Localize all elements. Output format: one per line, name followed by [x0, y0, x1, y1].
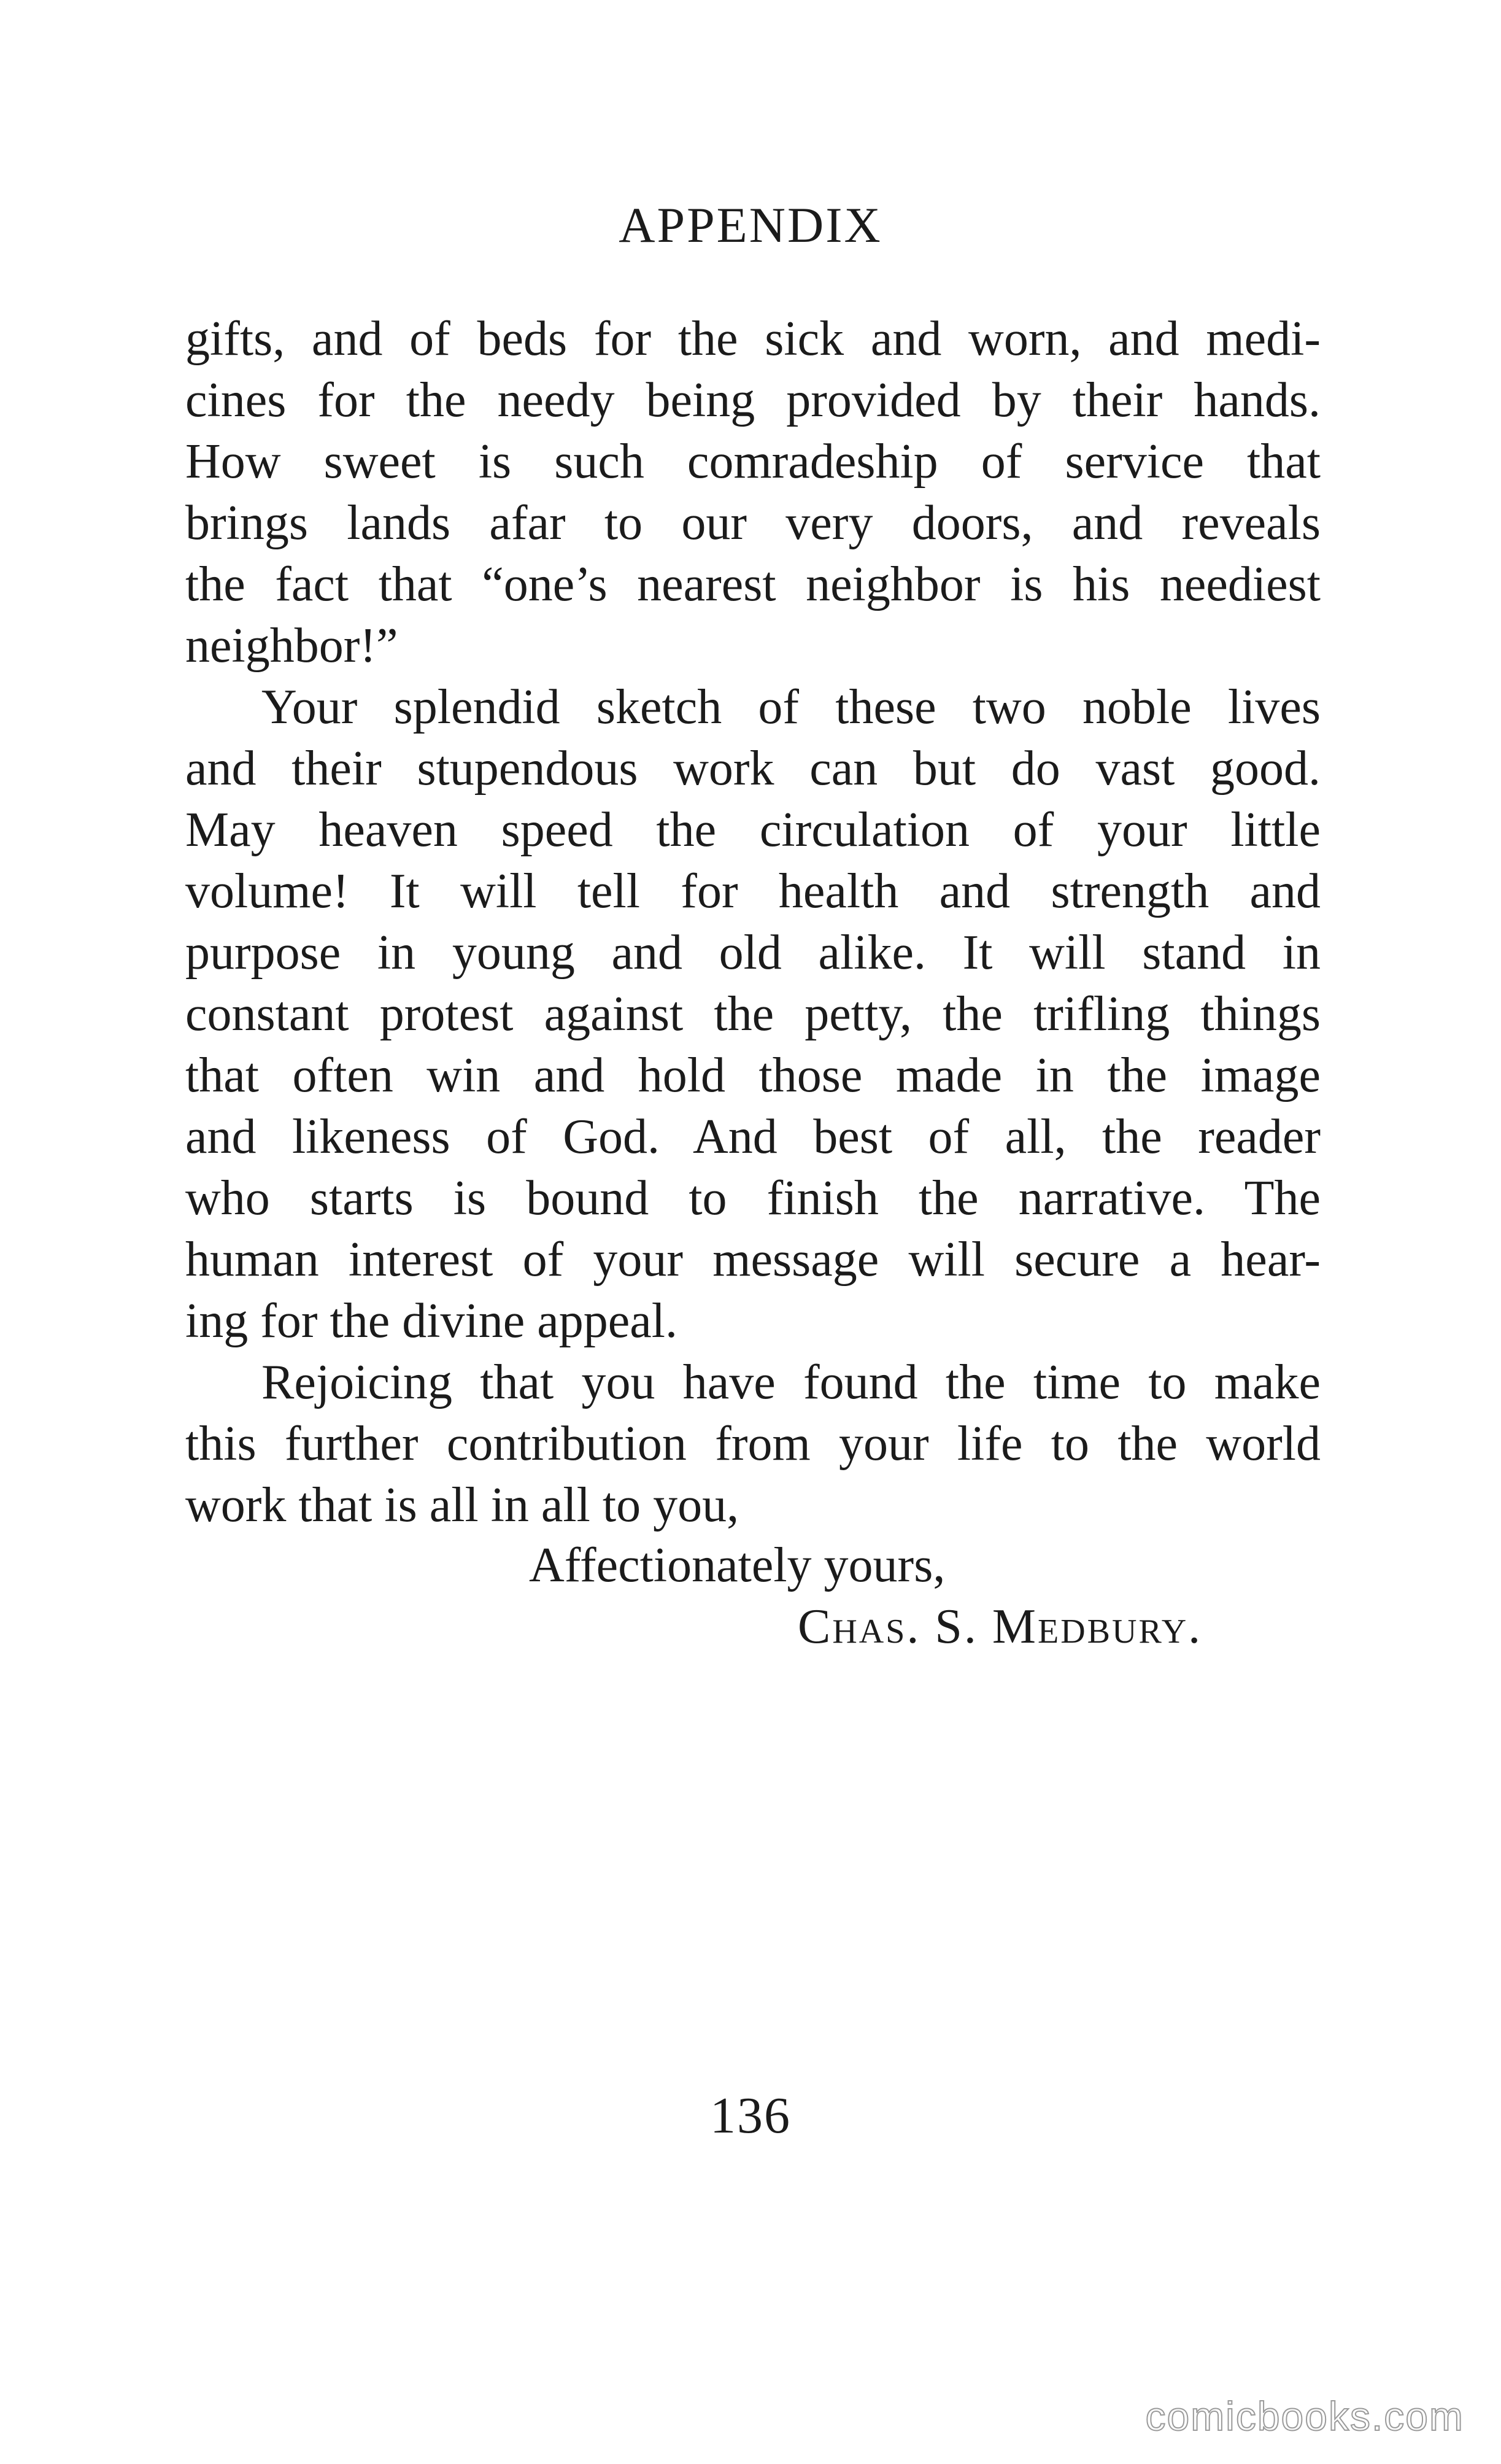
- text-line: and likeness of God. And best of all, the reader: [185, 1110, 1321, 1164]
- text-line: constant protest against the petty, the trifling things: [185, 987, 1321, 1041]
- text-line: ing for the divine appeal.: [185, 1294, 677, 1348]
- text-line: that often win and hold those made in the image: [185, 1048, 1321, 1102]
- page-number: 136: [710, 2087, 791, 2144]
- letter-closing: Affectionately yours,: [529, 1538, 946, 1592]
- text-line: work that is all in all to you,: [185, 1478, 739, 1532]
- text-line: cines for the needy being provided by their hands.: [185, 373, 1321, 427]
- text-line: this further contribution from your life to the world: [185, 1417, 1321, 1471]
- text-line: gifts, and of beds for the sick and worn, and medi-: [185, 312, 1321, 366]
- letter-body: [185, 308, 1321, 1536]
- text-line: Your splendid sketch of these two noble lives: [261, 680, 1321, 734]
- text-line: May heaven speed the circulation of your little: [185, 803, 1321, 857]
- text-line: neighbor!”: [185, 619, 398, 673]
- text-line: who starts is bound to finish the narrative. The: [185, 1171, 1321, 1225]
- text-line: How sweet is such comradeship of service that: [185, 435, 1321, 489]
- text-line: Rejoicing that you have found the time to make: [261, 1355, 1321, 1409]
- text-line: purpose in young and old alike. It will stand in: [185, 926, 1321, 980]
- text-line: and their stupendous work can but do vast good.: [185, 742, 1321, 796]
- running-head: APPENDIX: [619, 197, 882, 253]
- letter-signature: Chas. S. Medbury.: [798, 1600, 1203, 1654]
- text-line: volume! It will tell for health and strength and: [185, 864, 1321, 918]
- text-line: brings lands afar to our very doors, and reveals: [185, 496, 1321, 550]
- text-line: the fact that “one’s nearest neighbor is his neediest: [185, 557, 1321, 611]
- site-watermark: comicbooks.com: [1145, 2393, 1464, 2439]
- text-line: human interest of your message will secure a hear-: [185, 1233, 1321, 1287]
